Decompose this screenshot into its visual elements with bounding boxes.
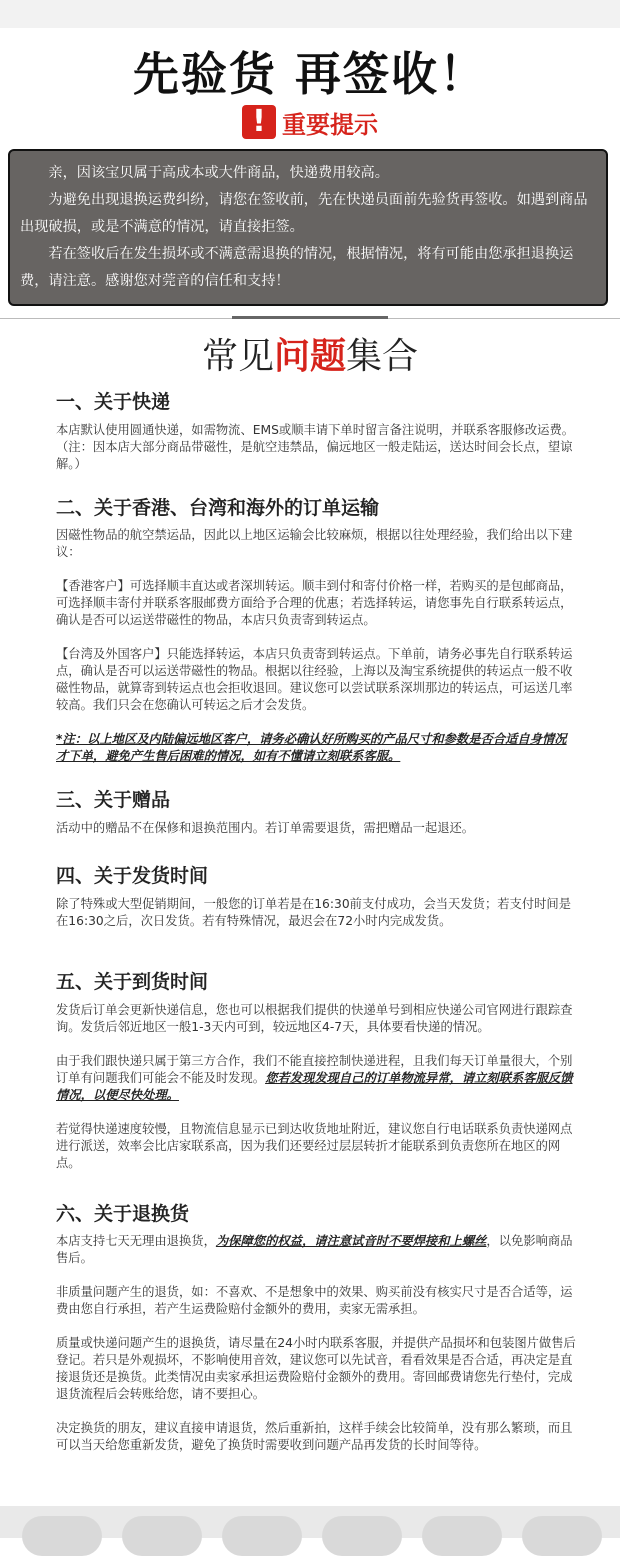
section-paragraph: 【香港客户】可选择顺丰直达或者深圳转运。顺丰到付和寄付价格一样，若购买的是包邮商品，可选择顺丰寄付并联系客服邮费方面给予合理的优惠；若选择转运，请您事先自行联系转运点，确认是否可以运送带磁性的物品，本店只负责寄到转运点。	[56, 579, 573, 627]
notice-line: 若在签收后在发生损坏或不满意需退换的情况，根据情况，将有可能由您承担退换运费，请注意。感谢您对莞音的信任和支持！	[20, 246, 574, 289]
main-title: 先验货 再签收！	[132, 47, 487, 101]
bottom-decoration	[122, 1516, 202, 1556]
divider-accent	[232, 316, 388, 319]
bottom-decoration	[422, 1516, 502, 1556]
section-paragraph: 活动中的赠品不在保修和退换范围内。若订单需要退货，需把赠品一起退还。	[56, 821, 475, 835]
section-paragraph: 若觉得快递速度较慢，且物流信息显示已到达收货地址附近，建议您自行电话联系负责快递网点进行派送，效率会比店家联系高，因为我们还要经过层层转折才能联系到负责您所在地区的网点。	[56, 1122, 573, 1170]
section-paragraph: 发货后订单会更新快递信息，您也可以根据我们提供的快递单号到相应快递公司官网进行跟踪查询。发货后邻近地区一般1-3天内可到，较远地区4-7天，具体要看快递的情况。	[56, 1003, 573, 1034]
exclamation-icon: !	[242, 105, 276, 139]
notice-label: 重要提示	[282, 110, 378, 139]
section-paragraph: 质量或快递问题产生的退换货，请尽量在24小时内联系客服，并提供产品损坏和包装图片做售后登记。若只是外观损坏，不影响使用音效，建议您可以先试音，看看效果是否合适，再决定是直接退货还是换货。此类情况由卖家承担运费险赔付金额外的费用。寄回邮费请您先行垫付，完成退货流程后会转账给您，请不要担心。	[56, 1336, 576, 1401]
section-paragraph: 【台湾及外国客户】只能选择转运，本店只负责寄到转运点。下单前，请务必事先自行联系转运点，确认是否可以运送带磁性的物品。根据以往经验，上海以及淘宝系统提供的转运点一般不收磁性物品，就算寄到转运点也会拒收退回。建议您可以尝试联系深圳那边的转运点，可运送几率较高。我们只会在您确认可转运之后才会发货。	[56, 647, 573, 712]
section-title-shipping-time: 四、关于发货时间	[56, 865, 209, 887]
top-strip	[0, 0, 620, 28]
section-title-returns: 六、关于退换货	[56, 1203, 190, 1225]
section-paragraph: （注：因本店大部分商品带磁性，是航空违禁品，偏远地区一般走陆运，送达时间会长点，望谅解。）	[56, 440, 573, 471]
notice-box	[8, 149, 608, 306]
section-title-gifts: 三、关于赠品	[56, 789, 171, 811]
section-paragraph: 由于我们跟快递只属于第三方合作，我们不能直接控制快递进程，且我们每天订单量很大，个别订单有问题我们可能会不能及时发现。您若发现发现自己的订单物流异常，请立刻联系客服反馈情况，以便尽快处理。	[56, 1054, 573, 1102]
bottom-decoration	[22, 1516, 102, 1556]
section-paragraph: 非质量问题产生的退货，如：不喜欢、不是想象中的效果、购买前没有核实尺寸是否合适等，运费由您自行承担，若产生运费险赔付金额外的费用，卖家无需承担。	[56, 1285, 573, 1316]
section-paragraph: 决定换货的朋友，建议直接申请退货，然后重新拍，这样手续会比较简单，没有那么繁琐，而且可以当天给您重新发货，避免了换货时需要收到问题产品再发货的长时间等待。	[56, 1421, 573, 1452]
bottom-decoration	[222, 1516, 302, 1556]
faq-content	[56, 388, 576, 1454]
section-paragraph: 除了特殊或大型促销期间，一般您的订单若是在16:30前支付成功，会当天发货；若支付时间是在16:30之后，次日发货。若有特殊情况，最迟会在72小时内完成发货。	[56, 897, 572, 928]
bottom-decoration	[322, 1516, 402, 1556]
section-title-arrival-time: 五、关于到货时间	[56, 971, 209, 993]
warning-note: *注：以上地区及内陆偏远地区客户，请务必确认好所购买的产品尺寸和参数是否合适自身情况才下单，避免产生售后困难的情况，如有不懂请立刻联系客服。	[56, 732, 567, 763]
notice-line: 为避免出现退换运费纠纷，请您在签收前，先在快递员面前先验货再签收。如遇到商品出现破损，或是不满意的情况，请直接拒签。	[20, 192, 588, 235]
section-title-delivery: 一、关于快递	[56, 391, 171, 413]
section-paragraph: 本店默认使用圆通快递，如需物流、EMS或顺丰请下单时留言备注说明，并联系客服修改运费。	[56, 423, 575, 437]
section-paragraph: 本店支持七天无理由退换货，为保障您的权益，请注意试音时不要焊接和上螺丝，以免影响商品售后。	[56, 1234, 573, 1265]
notice-line: 亲，因该宝贝属于高成本或大件商品，快递费用较高。	[48, 165, 389, 181]
section-title-overseas: 二、关于香港、台湾和海外的订单运输	[56, 497, 380, 519]
important-notice-heading	[0, 104, 620, 140]
faq-title: 常见问题集合	[201, 336, 419, 377]
section-paragraph: 因磁性物品的航空禁运品，因此以上地区运输会比较麻烦，根据以往处理经验，我们给出以下建议：	[56, 528, 573, 559]
bottom-decoration	[522, 1516, 602, 1556]
